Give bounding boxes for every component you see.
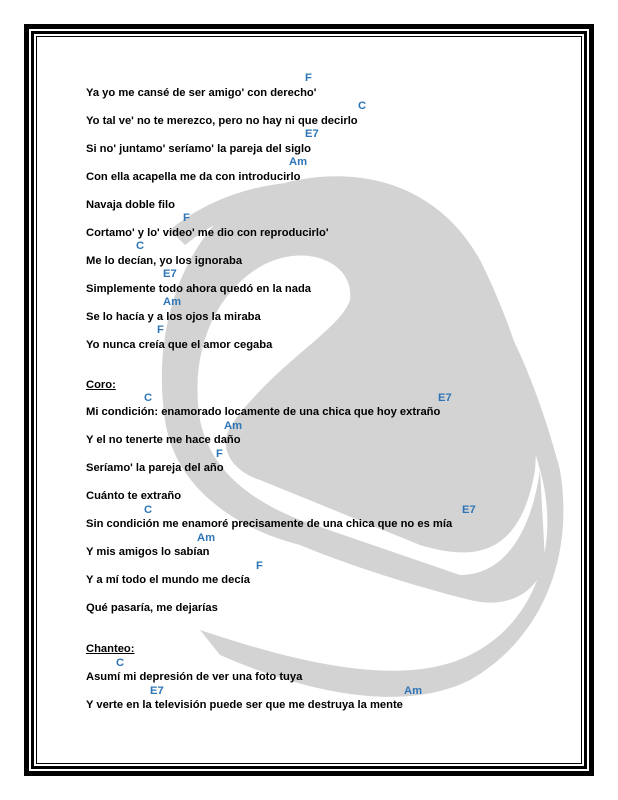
chord: Am <box>197 532 216 544</box>
chord: E7 <box>163 268 177 280</box>
chord: E7 <box>438 392 452 404</box>
lyric-line: Qué pasaría, me dejarías <box>86 602 218 614</box>
chord: Am <box>163 296 182 308</box>
chord: C <box>358 100 367 112</box>
chord: C <box>144 392 153 404</box>
lyric-line: Y el no tenerte me hace daño <box>86 434 241 446</box>
lyric-line: Me lo decían, yo los ignoraba <box>86 255 243 267</box>
chord: C <box>116 657 125 669</box>
lyric-line: Seríamo' la pareja del año <box>86 462 224 474</box>
lyric-line: Cuánto te extraño <box>86 490 182 502</box>
chord: F <box>183 212 190 224</box>
section-heading-coro: Coro: <box>86 379 116 391</box>
lyric-line: Navaja doble filo <box>86 199 175 211</box>
lyric-line: Mi condición: enamorado locamente de una chica que hoy extraño <box>86 406 441 418</box>
chord: E7 <box>150 685 164 697</box>
chord: Am <box>404 685 423 697</box>
lyric-line: Yo nunca creía que el amor cegaba <box>86 339 273 351</box>
lyric-line: Yo tal ve' no te merezco, pero no hay ni que decirlo <box>86 115 358 127</box>
chord: Am <box>224 420 243 432</box>
lyric-line: Cortamo' y lo' video' me dio con reproducirlo' <box>86 227 329 239</box>
lyric-line: Ya yo me cansé de ser amigo' con derecho' <box>86 87 317 99</box>
chord: C <box>144 504 153 516</box>
chord: E7 <box>305 128 319 140</box>
lyric-line: Asumí mi depresión de ver una foto tuya <box>86 671 303 683</box>
chord: Am <box>289 156 308 168</box>
chord: F <box>256 560 263 572</box>
lyric-line: Sin condición me enamoré precisamente de una chica que no es mía <box>86 518 453 530</box>
lyric-line: Se lo hacía y a los ojos la miraba <box>86 311 261 323</box>
lyric-line: Con ella acapella me da con introducirlo <box>86 171 301 183</box>
chord: F <box>216 448 223 460</box>
lyric-line: Y a mí todo el mundo me decía <box>86 574 250 586</box>
lyric-line: Si no' juntamo' seríamo' la pareja del siglo <box>86 143 311 155</box>
chord: E7 <box>462 504 476 516</box>
chord: C <box>136 240 145 252</box>
lyric-line: Y mis amigos lo sabían <box>86 546 210 558</box>
section-heading-chanteo: Chanteo: <box>86 643 135 655</box>
chord: F <box>157 324 164 336</box>
chord: F <box>305 72 312 84</box>
lyric-line: Simplemente todo ahora quedó en la nada <box>86 283 312 295</box>
lyric-line: Y verte en la televisión puede ser que me destruya la mente <box>86 699 403 711</box>
